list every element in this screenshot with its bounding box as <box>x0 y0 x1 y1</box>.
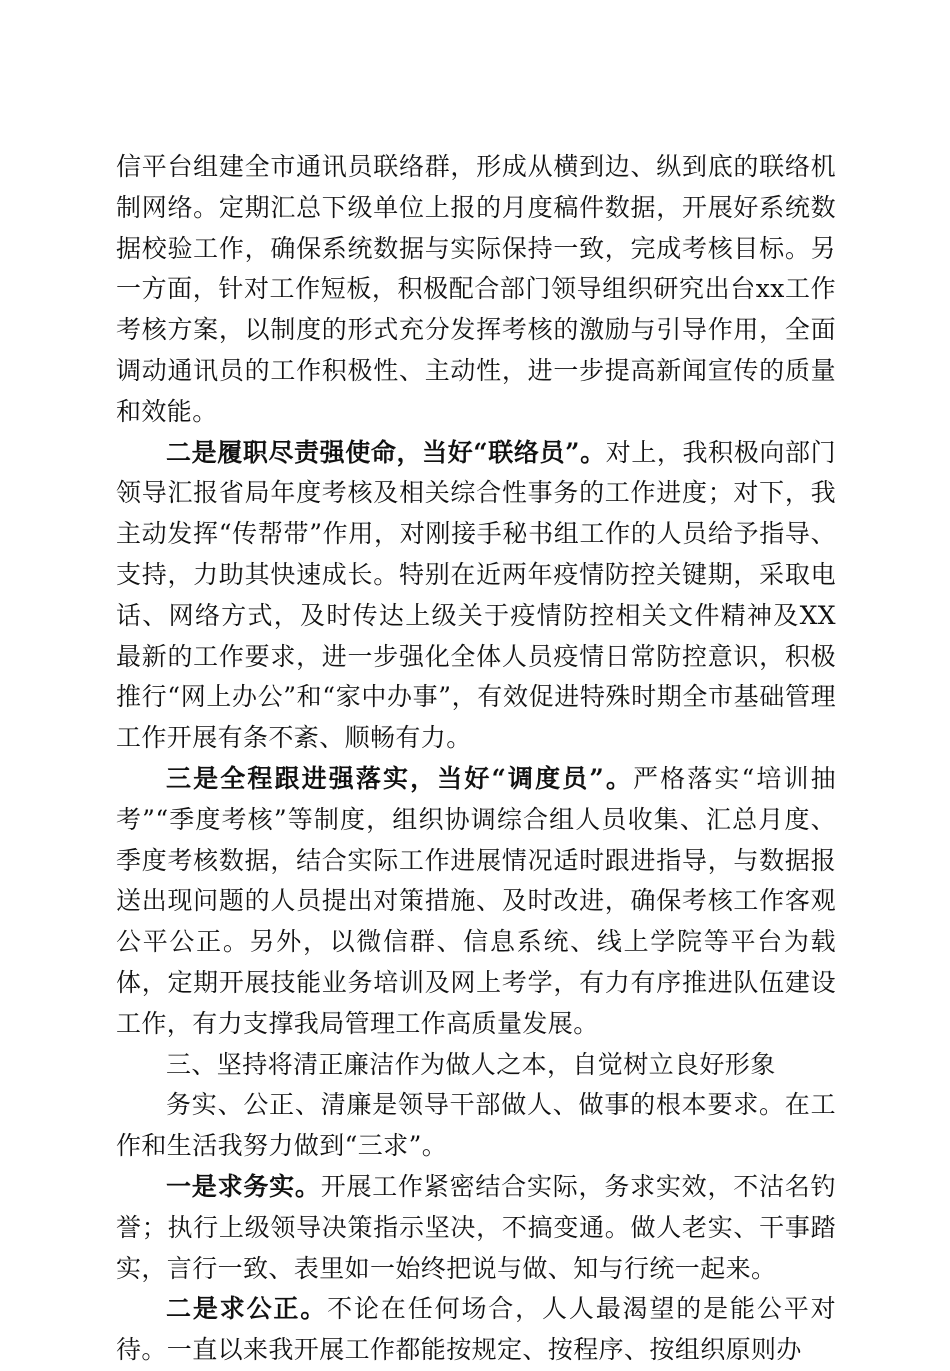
paragraph-lead: 一是求务实。 <box>166 1171 321 1201</box>
paragraph-fairness <box>116 1289 836 1371</box>
paragraph-text: 不论在任何场合，人人最渴望的是能公平对待。一直以来我开展工作都能按规定、按程序、按组织原则办 <box>116 1294 836 1365</box>
paragraph-text: 严格落实“培训抽考”“季度考核”等制度，组织协调综合组人员收集、汇总月度、季度考核数据，结合实际工作进展情况适时跟进指导，与数据报送出现问题的人员提出对策措施、及时改进，确保考核工作客观公平公正。另外，以微信群、信息系统、线上学院等平台为载体，定期开展技能业务培训及网上考学，有力有序推进队伍建设工作，有力支撑我局管理工作高质量发展。 <box>116 763 837 1038</box>
document-body <box>116 147 836 1371</box>
paragraph-text: 务实、公正、清廉是领导干部做人、做事的根本要求。在工作和生活我努力做到“三求”。 <box>116 1090 836 1161</box>
paragraph-lead: 二是求公正。 <box>166 1294 328 1324</box>
section-heading: 三、坚持将清正廉洁作为做人之本，自觉树立良好形象 <box>166 1049 776 1079</box>
paragraph-continuation <box>116 147 836 433</box>
paragraph-lead: 三是全程跟进强落实，当好“调度员”。 <box>166 763 633 793</box>
paragraph-liaison <box>116 433 836 759</box>
paragraph-intro <box>116 1085 836 1167</box>
paragraph-lead: 二是履职尽责强使命，当好“联络员”。 <box>166 437 606 467</box>
paragraph-text: 信平台组建全市通讯员联络群，形成从横到边、纵到底的联络机制网络。定期汇总下级单位上报的月度稿件数据，开展好系统数据校验工作，确保系统数据与实际保持一致，完成考核目标。另一方面，针对工作短板，积极配合部门领导组织研究出台xx工作考核方案，以制度的形式充分发挥考核的激励与引导作用，全面调动通讯员的工作积极性、主动性，进一步提高新闻宣传的质量和效能。 <box>116 152 836 426</box>
paragraph-dispatcher <box>116 759 836 1045</box>
paragraph-text: 对上，我积极向部门领导汇报省局年度考核及相关综合性事务的工作进度；对下，我主动发挥“传帮带”作用，对刚接手秘书组工作的人员给予指导、支持，力助其快速成长。特别在近两年疫情防控关键期，采取电话、网络方式，及时传达上级关于疫情防控相关文件精神及XX最新的工作要求，进一步强化全体人员疫情日常防控意识，积极推行“网上办公”和“家中办事”，有效促进特殊时期全市基础管理工作开展有条不紊、顺畅有力。 <box>116 437 836 753</box>
paragraph-pragmatic <box>116 1167 836 1289</box>
paragraph-text: 开展工作紧密结合实际，务求实效，不沽名钓誉；执行上级领导决策指示坚决，不搞变通。做人老实、干事踏实，言行一致、表里如一始终把说与做、知与行统一起来。 <box>116 1171 836 1283</box>
